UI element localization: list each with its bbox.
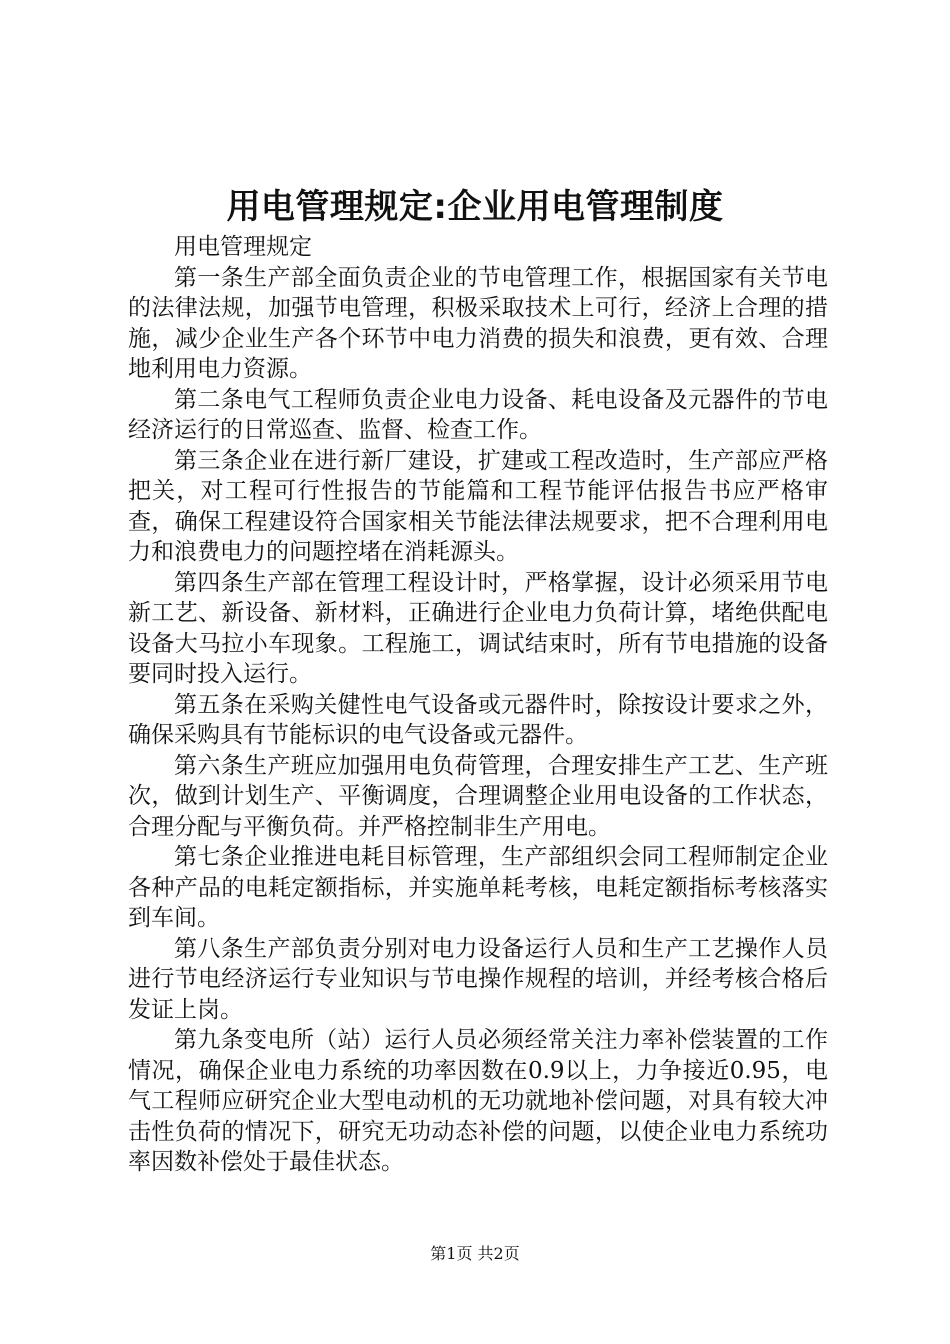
article-4-paragraph: 第四条生产部在管理工程设计时，严格掌握，设计必须采用节电新工艺、新设备、新材料，正确进行企业电力负荷计算，堵绝供配电设备大马拉小车现象。工程施工，调试结束时，所有节电措施的设备要同时投入运行。 bbox=[128, 569, 828, 687]
article-2-paragraph: 第二条电气工程师负责企业电力设备、耗电设备及元器件的节电经济运行的日常巡查、监督、检查工作。 bbox=[128, 386, 828, 443]
document-title: 用电管理规定:企业用电管理制度 bbox=[226, 187, 724, 227]
article-3-paragraph: 第三条企业在进行新厂建设，扩建或工程改造时，生产部应严格把关，对工程可行性报告的节能篇和工程节能评估报告书应严格审查，确保工程建设符合国家相关节能法律法规要求，把不合理利用电力和浪费电力的问题控堵在消耗源头。 bbox=[128, 447, 828, 565]
document-body bbox=[128, 232, 828, 1178]
article-7-paragraph: 第七条企业推进电耗目标管理，生产部组织会同工程师制定企业各种产品的电耗定额指标，并实施单耗考核，电耗定额指标考核落实到车间。 bbox=[128, 844, 828, 931]
article-1-paragraph: 第一条生产部全面负责企业的节电管理工作，根据国家有关节电的法律法规，加强节电管理，积极采取技术上可行，经济上合理的措施，减少企业生产各个环节中电力消费的损失和浪费，更有效、合理地利用电力资源。 bbox=[128, 264, 828, 382]
article-5-paragraph: 第五条在采购关健性电气设备或元器件时，除按设计要求之外，确保采购具有节能标识的电气设备或元器件。 bbox=[128, 691, 828, 748]
page-footer: 第1页 共2页 bbox=[430, 1244, 520, 1263]
subtitle-paragraph: 用电管理规定 bbox=[174, 234, 312, 260]
article-8-paragraph: 第八条生产部负责分别对电力设备运行人员和生产工艺操作人员进行节电经济运行专业知识与节电操作规程的培训，并经考核合格后发证上岗。 bbox=[128, 935, 828, 1023]
article-9-paragraph: 第九条变电所（站）运行人员必须经常关注力率补偿装置的工作情况，确保企业电力系统的功率因数在0.9以上，力争接近0.95，电气工程师应研究企业大型电动机的无功就地补偿问题，对具有较大冲击性负荷的情况下，研究无功动态补偿的问题，以使企业电力系统功率因数补偿处于最佳状态。 bbox=[128, 1027, 828, 1175]
article-6-paragraph: 第六条生产班应加强用电负荷管理，合理安排生产工艺、生产班次，做到计划生产、平衡调度，合理调整企业用电设备的工作状态，合理分配与平衡负荷。并严格控制非生产用电。 bbox=[128, 752, 828, 840]
